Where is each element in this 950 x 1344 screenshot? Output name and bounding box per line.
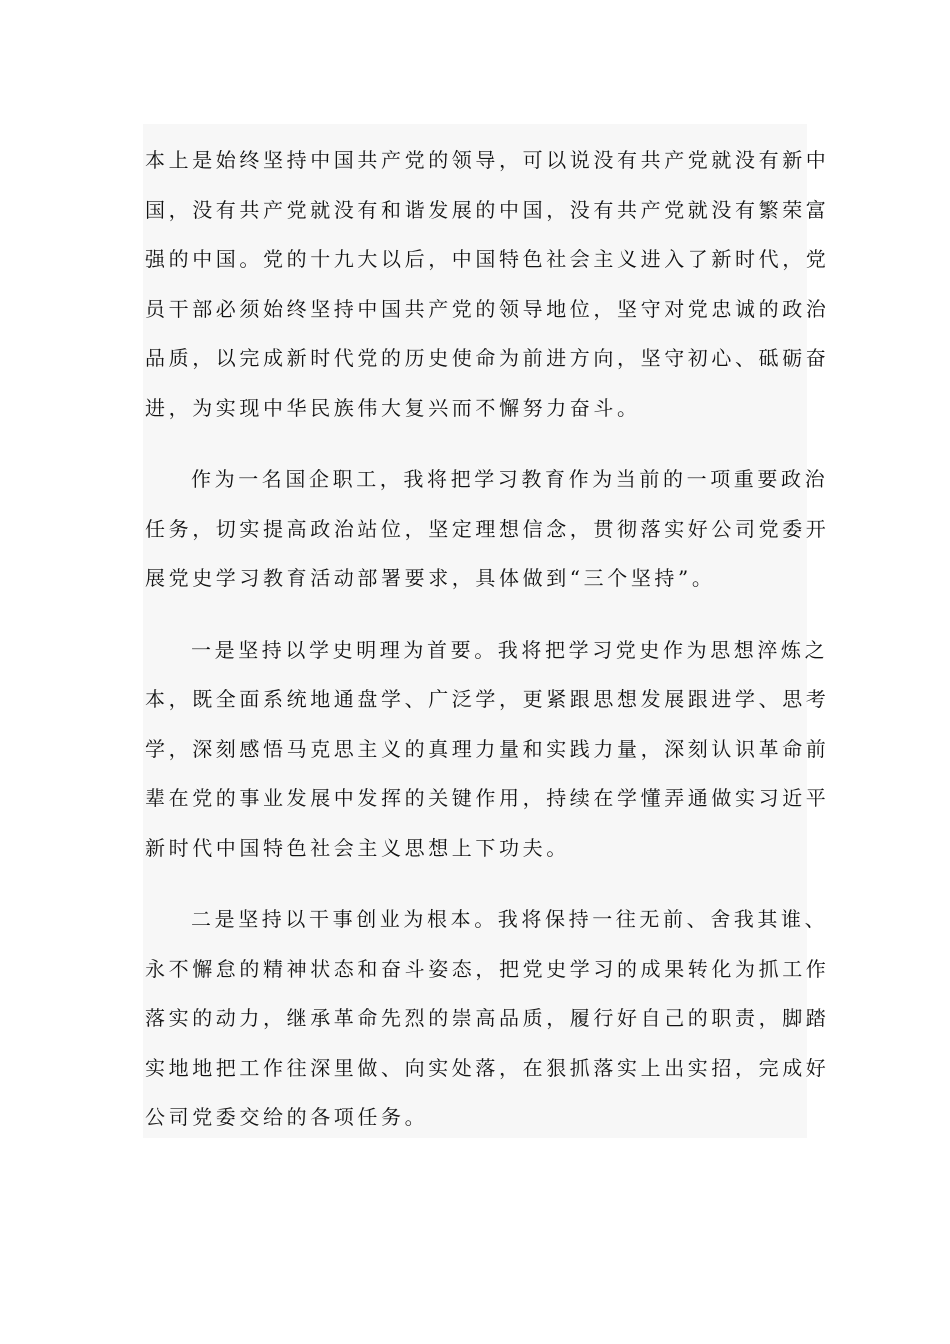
document-text-block [143, 124, 830, 1138]
paragraph-line: 作为一名国企职工，我将把学习教育作为当前的一项重要政治 [191, 467, 829, 491]
paragraph-line: 辈在党的事业发展中发挥的关键作用，持续在学懂弄通做实习近平 [145, 786, 830, 810]
paragraph-line: 本，既全面系统地通盘学、广泛学，更紧跟思想发展跟进学、思考 [145, 687, 830, 711]
paragraph-line: 国，没有共产党就没有和谐发展的中国，没有共产党就没有繁荣富 [145, 197, 830, 222]
paragraph-line: 一是坚持以学史明理为首要。我将把学习党史作为思想淬炼之 [191, 637, 829, 662]
paragraph-line: 强的中国。党的十九大以后，中国特色社会主义进入了新时代，党 [145, 247, 830, 271]
paragraph-line: 任务，切实提高政治站位，坚定理想信念，贯彻落实好公司党委开 [145, 516, 830, 541]
paragraph-line: 落实的动力，继承革命先烈的崇高品质，履行好自己的职责，脚踏 [145, 1006, 830, 1030]
paragraph-line: 公司党委交给的各项任务。 [145, 1105, 429, 1129]
paragraph-line: 学，深刻感悟马克思主义的真理力量和实践力量，深刻认识革命前 [145, 736, 830, 761]
paragraph-line: 品质，以完成新时代党的历史使命为前进方向，坚守初心、砥砺奋 [145, 346, 830, 370]
paragraph-line: 永不懈怠的精神状态和奋斗姿态，把党史学习的成果转化为抓工作 [145, 956, 830, 981]
paragraph-line: 进，为实现中华民族伟大复兴而不懈努力奋斗。 [145, 395, 641, 420]
paragraph-line: 展党史学习教育活动部署要求，具体做到“三个坚持”。 [145, 566, 716, 590]
paragraph-line: 员干部必须始终坚持中国共产党的领导地位，坚守对党忠诚的政治 [145, 296, 830, 321]
paragraph-line: 本上是始终坚持中国共产党的领导，可以说没有共产党就没有新中 [145, 148, 830, 172]
paragraph-line: 二是坚持以干事创业为根本。我将保持一往无前、舍我其谁、 [191, 907, 829, 931]
paragraph-4 [145, 895, 830, 1143]
paragraph-line: 新时代中国特色社会主义思想上下功夫。 [145, 835, 570, 860]
paragraph-1 [145, 136, 830, 433]
paragraph-3 [145, 626, 830, 874]
paragraph-line: 实地地把工作往深里做、向实处落，在狠抓落实上出实招，完成好 [145, 1055, 830, 1080]
paragraph-2 [145, 455, 830, 604]
